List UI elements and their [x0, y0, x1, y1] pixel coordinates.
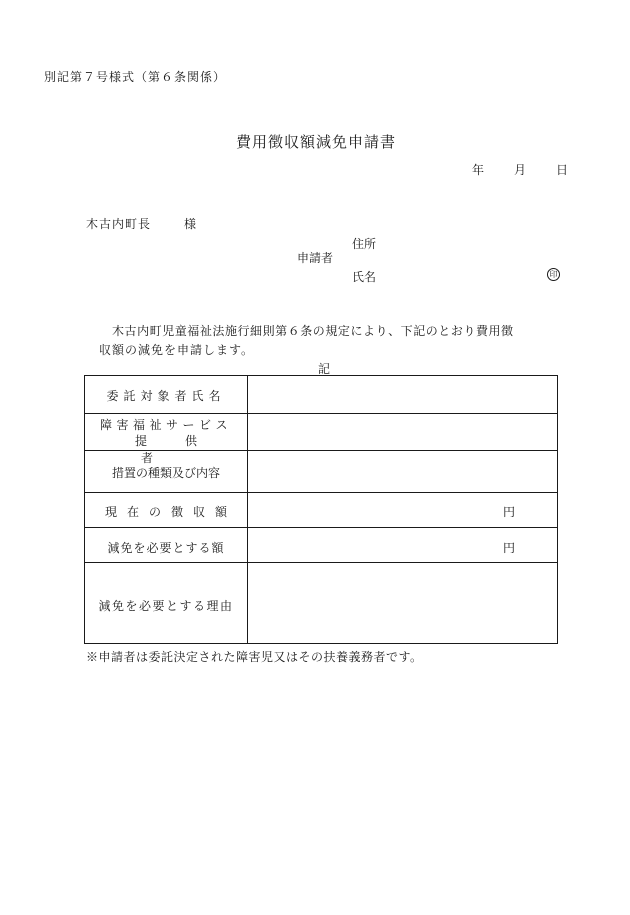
date-day-label: 日 — [556, 163, 569, 177]
table-row-reduction-amount — [85, 527, 557, 563]
table-row-current-amount — [85, 492, 557, 528]
row-label-service-provider-b: 提供者 — [134, 434, 235, 465]
addressee-name: 木古内町長 — [86, 217, 152, 231]
seal-mark: 印 — [547, 268, 560, 281]
application-table — [84, 375, 558, 644]
body-text-line-2: 収額の減免を申請します。 — [99, 343, 255, 357]
addressee-honorific: 様 — [184, 217, 197, 231]
yen-unit-reduction: 円 — [503, 541, 516, 555]
yen-unit-current: 円 — [503, 505, 516, 519]
row-label-current-amount: 現在の徴収額 — [104, 505, 237, 519]
table-row-service-provider — [85, 413, 557, 465]
row-label-measure-type: 措置の種類及び内容 — [111, 466, 220, 480]
body-text-line-1: 木古内町児童福祉法施行細則第６条の規定により、下記のとおり費用徴 — [112, 324, 514, 338]
table-row-reduction-reason — [85, 562, 557, 644]
table-row-measure-type — [85, 450, 557, 493]
applicant-label: 申請者 — [297, 251, 334, 265]
name-label: 氏名 — [352, 270, 377, 284]
row-label-reduction-reason: 減免を必要とする理由 — [98, 599, 234, 613]
form-number: 別記第７号様式（第６条関係） — [44, 70, 227, 84]
row-label-reduction-amount: 減免を必要とする額 — [107, 541, 225, 555]
date-year-label: 年 — [472, 163, 485, 177]
ki-mark: 記 — [318, 362, 331, 376]
row-label-service-provider-a: 障害福祉サービス — [99, 418, 232, 432]
date-month-label: 月 — [514, 163, 527, 177]
table-row-recipient-name — [85, 376, 557, 413]
row-label-recipient-name: 委託対象者氏名 — [106, 389, 226, 403]
document-title: 費用徴収額減免申請書 — [236, 133, 397, 151]
footnote: ※申請者は委託決定された障害児又はその扶養義務者です。 — [86, 650, 423, 664]
address-label: 住所 — [352, 237, 377, 251]
